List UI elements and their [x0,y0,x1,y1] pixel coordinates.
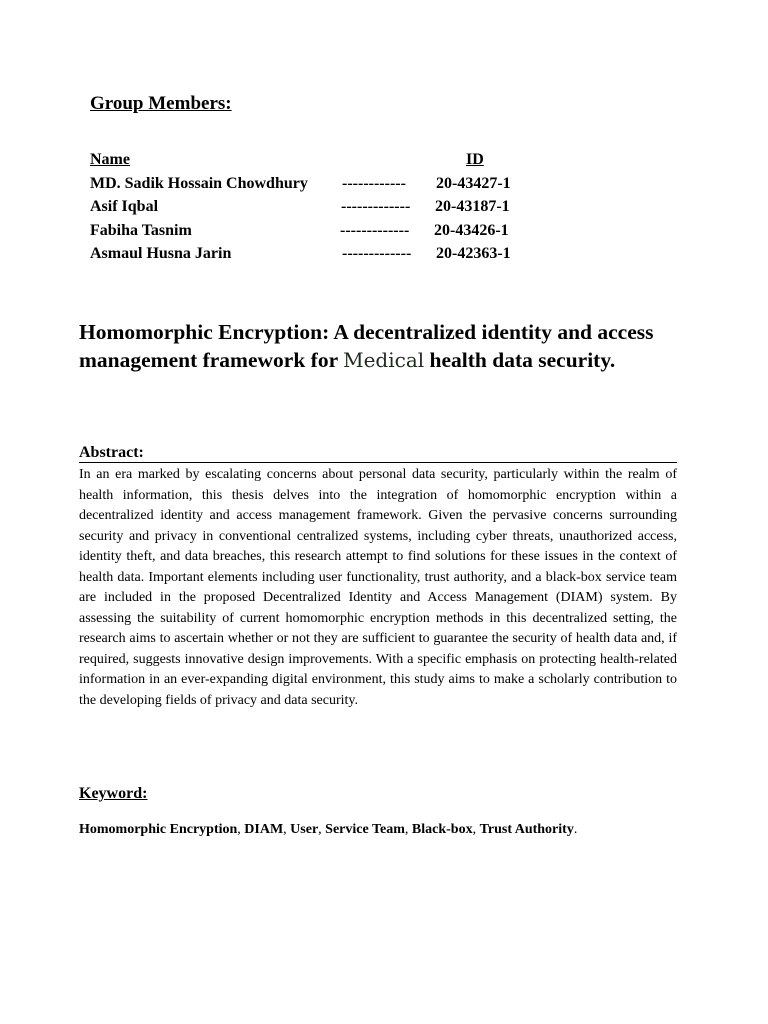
keyword-item: DIAM [244,822,284,837]
member-dashes: ------------- [341,198,411,216]
keyword-separator: , [404,822,412,837]
member-name: Asmaul Husna Jarin [90,245,232,263]
keyword-item: Black-box [411,822,473,837]
title-part-2: health data security. [424,347,616,372]
keyword-item: Homomorphic Encryption [79,822,238,837]
abstract-body: In an era marked by escalating concerns about personal data security, particularly within the realm of health information, this thesis delves into the integration of homomorphic encryption within a decentralized identity and access management framework. Given the pervasive concerns surrounding security and privacy in conventional centralized systems, including cyber threats, unauthorized access, identity theft, and data breaches, this research attempt to find solutions for these issues in the context of health data. Important elements including user functionality, trust authority, and a black-box service team are included in the proposed Decentralized Identity and Access Management (DIAM) system. By assessing the suitability of current homomorphic encryption methods in this decentralized setting, the research aims to ascertain whether or not they are sufficient to guarantee the security of health data and, if required, suggests innovative design improvements. With a specific emphasis on protecting health-related information in an ever-expanding digital environment, this study aims to make a scholarly contribution to the developing fields of privacy and data security. [79,467,677,708]
keyword-separator: , [237,822,245,837]
keyword-item: Service Team [325,822,405,837]
paper-title [79,319,679,374]
member-dashes: ------------ [342,174,406,192]
keyword-separator: . [573,822,578,837]
member-id: 20-43187-1 [435,198,510,216]
keyword-list [79,822,719,838]
keyword-item: Trust Authority [479,822,574,837]
member-name: MD. Sadik Hossain Chowdhury [90,174,308,192]
member-name: Fabiha Tasnim [90,221,192,239]
id-column-header: ID [466,151,484,168]
member-dashes: ------------- [340,221,410,239]
member-id: 20-43427-1 [436,174,511,192]
keyword-separator: , [283,822,291,837]
member-dashes: ------------- [342,245,412,263]
title-part-1: Homomorphic Encryption: A decentralized identity and access management framework for [79,320,654,372]
keyword-heading: Keyword: [79,785,148,802]
member-id: 20-42363-1 [436,245,511,263]
group-members-heading: Group Members: [90,93,232,114]
title-highlight: Medical [343,347,425,372]
keyword-item: User [290,822,319,837]
name-column-header: Name [90,151,130,168]
member-id: 20-43426-1 [434,221,509,239]
keyword-separator: , [472,822,480,837]
member-name: Asif Iqbal [90,198,159,216]
abstract-heading: Abstract: [79,444,677,463]
keyword-separator: , [318,822,326,837]
